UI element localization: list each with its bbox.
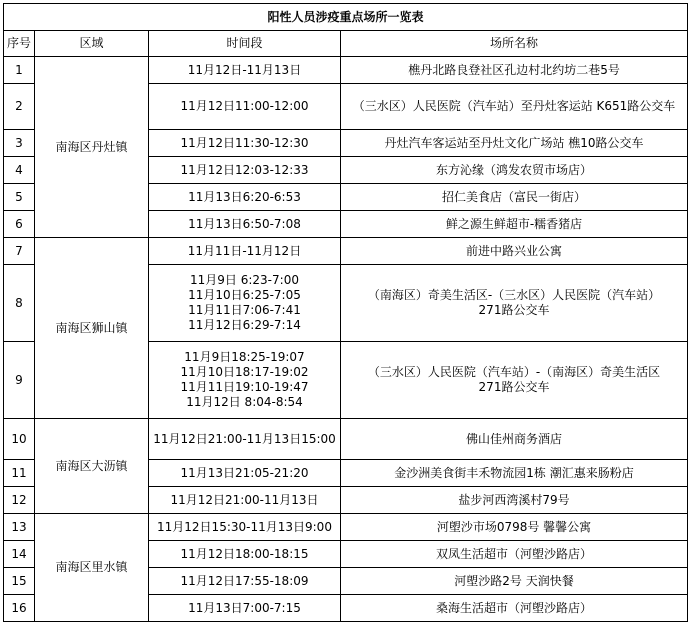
place-cell — [341, 265, 688, 342]
place-cell: 鲜之源生鲜超市-糯香猪店 — [341, 211, 688, 238]
place-cell: 双凤生活超市（河塱沙路店） — [341, 541, 688, 568]
time-cell: 11月12日21:00-11月13日15:00 — [149, 419, 341, 460]
time-cell: 11月13日21:05-21:20 — [149, 460, 341, 487]
header-area: 区域 — [35, 31, 149, 57]
time-cell: 11月12日-11月13日 — [149, 57, 341, 84]
header-no: 序号 — [4, 31, 35, 57]
place-line: 271路公交车 — [478, 380, 550, 394]
time-line: 11月10日6:25-7:05 — [188, 288, 301, 302]
time-line: 11月12日6:29-7:14 — [188, 318, 301, 332]
place-cell: 东方沁缘（鸿发农贸市场店） — [341, 157, 688, 184]
area-cell: 南海区狮山镇 — [35, 238, 149, 419]
place-line: （南海区）奇美生活区-（三水区）人民医院（汽车站） — [367, 288, 661, 302]
time-line: 11月12日 8:04-8:54 — [186, 395, 303, 409]
row-number: 12 — [4, 487, 35, 514]
table-row — [4, 514, 688, 541]
places-table — [3, 3, 688, 622]
row-number: 3 — [4, 130, 35, 157]
header-place: 场所名称 — [341, 31, 688, 57]
row-number: 1 — [4, 57, 35, 84]
time-line: 11月11日7:06-7:41 — [188, 303, 301, 317]
place-line: （三水区）人民医院（汽车站）-（南海区）奇美生活区 — [367, 365, 661, 379]
row-number: 5 — [4, 184, 35, 211]
place-cell: 盐步河西湾溪村79号 — [341, 487, 688, 514]
row-number: 2 — [4, 84, 35, 130]
table-row — [4, 238, 688, 265]
time-cell: 11月12日15:30-11月13日9:00 — [149, 514, 341, 541]
time-cell: 11月13日6:50-7:08 — [149, 211, 341, 238]
place-cell — [341, 342, 688, 419]
row-number: 14 — [4, 541, 35, 568]
place-cell: 佛山佳州商务酒店 — [341, 419, 688, 460]
table-row — [4, 419, 688, 460]
header-time: 时间段 — [149, 31, 341, 57]
time-cell: 11月12日21:00-11月13日 — [149, 487, 341, 514]
time-cell: 11月12日11:30-12:30 — [149, 130, 341, 157]
area-cell: 南海区里水镇 — [35, 514, 149, 622]
table-row — [4, 57, 688, 84]
row-number: 4 — [4, 157, 35, 184]
row-number: 10 — [4, 419, 35, 460]
time-cell: 11月12日18:00-18:15 — [149, 541, 341, 568]
place-cell: 河塱沙市场0798号 馨馨公寓 — [341, 514, 688, 541]
row-number: 8 — [4, 265, 35, 342]
place-cell: 河塱沙路2号 天润快餐 — [341, 568, 688, 595]
time-cell: 11月12日11:00-12:00 — [149, 84, 341, 130]
row-number: 16 — [4, 595, 35, 622]
place-cell: 丹灶汽车客运站至丹灶文化广场站 樵10路公交车 — [341, 130, 688, 157]
place-cell: 桑海生活超市（河塱沙路店） — [341, 595, 688, 622]
time-cell: 11月13日6:20-6:53 — [149, 184, 341, 211]
time-cell: 11月11日-11月12日 — [149, 238, 341, 265]
row-number: 9 — [4, 342, 35, 419]
row-number: 13 — [4, 514, 35, 541]
place-cell: 金沙洲美食街丰禾物流园1栋 潮汇惠来肠粉店 — [341, 460, 688, 487]
time-line: 11月9日18:25-19:07 — [184, 350, 305, 364]
row-number: 15 — [4, 568, 35, 595]
row-number: 11 — [4, 460, 35, 487]
place-cell: 前进中路兴业公寓 — [341, 238, 688, 265]
table-title: 阳性人员涉疫重点场所一览表 — [4, 4, 688, 31]
place-cell: （三水区）人民医院（汽车站）至丹灶客运站 K651路公交车 — [341, 84, 688, 130]
time-line: 11月11日19:10-19:47 — [180, 380, 309, 394]
area-cell: 南海区丹灶镇 — [35, 57, 149, 238]
place-cell: 招仁美食店（富民一街店） — [341, 184, 688, 211]
row-number: 6 — [4, 211, 35, 238]
place-line: 271路公交车 — [478, 303, 550, 317]
place-cell: 樵丹北路良登社区孔边村北约坊二巷5号 — [341, 57, 688, 84]
time-cell: 11月12日12:03-12:33 — [149, 157, 341, 184]
time-cell — [149, 342, 341, 419]
time-line: 11月9日 6:23-7:00 — [190, 273, 299, 287]
row-number: 7 — [4, 238, 35, 265]
time-cell: 11月13日7:00-7:15 — [149, 595, 341, 622]
time-line: 11月10日18:17-19:02 — [180, 365, 309, 379]
time-cell — [149, 265, 341, 342]
time-cell: 11月12日17:55-18:09 — [149, 568, 341, 595]
area-cell: 南海区大沥镇 — [35, 419, 149, 514]
